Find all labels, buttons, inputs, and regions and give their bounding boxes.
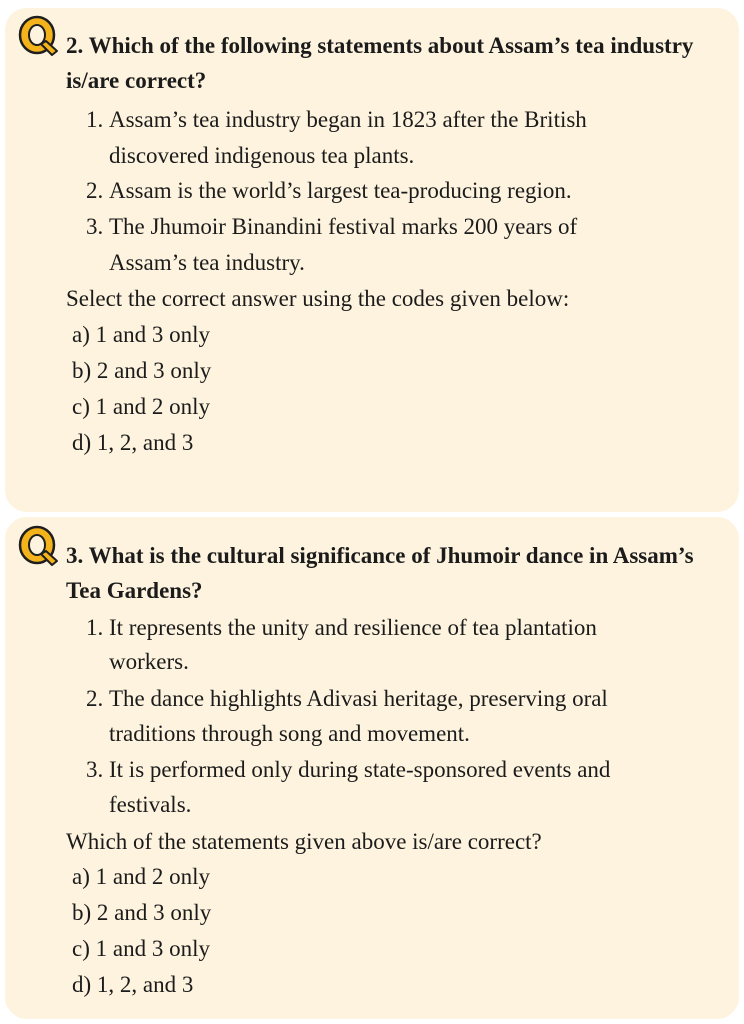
statement-text: Assam’s tea industry began in 1823 after the British — [109, 107, 587, 132]
answer-option-b[interactable]: b) 2 and 3 only — [72, 900, 212, 925]
statement-text: Assam is the world’s largest tea-producing region. — [109, 178, 572, 203]
statement-text: Assam’s tea industry. — [109, 250, 305, 275]
statement-text: festivals. — [109, 792, 192, 817]
answer-option-c[interactable]: c) 1 and 2 only — [72, 394, 210, 419]
answer-option-b[interactable]: b) 2 and 3 only — [72, 358, 212, 383]
answer-prompt: Select the correct answer using the codes given below: — [66, 286, 570, 311]
answer-option-d[interactable]: d) 1, 2, and 3 — [72, 430, 194, 455]
statement-text: It is performed only during state-sponsored events and — [109, 757, 611, 782]
question-badge-letter: Q — [36, 550, 38, 551]
question-title: 2. Which of the following statements about Assam’s tea industry is/are correct? — [66, 33, 694, 93]
statement-text: It represents the unity and resilience of tea plantation — [109, 615, 597, 640]
statement-number: 3. — [86, 214, 104, 239]
answer-prompt: Which of the statements given above is/are correct? — [66, 829, 542, 854]
statement-text: workers. — [109, 649, 189, 674]
statement-text: discovered indigenous tea plants. — [109, 143, 415, 168]
question-card-2 — [5, 8, 739, 512]
answer-option-c[interactable]: c) 1 and 3 only — [72, 936, 210, 961]
statement-text: The dance highlights Adivasi heritage, preserving oral — [109, 686, 608, 711]
statement-number: 2. — [86, 178, 104, 203]
statement-text: traditions through song and movement. — [109, 721, 470, 746]
answer-option-a[interactable]: a) 1 and 2 only — [72, 864, 210, 889]
statement-number: 1. — [86, 107, 104, 132]
question-badge-icon — [16, 523, 62, 569]
statement-number: 2. — [86, 686, 104, 711]
statement-text: The Jhumoir Binandini festival marks 200 years of — [109, 214, 578, 239]
statement-number: 3. — [86, 757, 104, 782]
answer-option-a[interactable]: a) 1 and 3 only — [72, 322, 210, 347]
question-badge-letter: Q — [36, 40, 38, 41]
statement-number: 1. — [86, 615, 104, 640]
question-title: 3. What is the cultural significance of Jhumoir dance in Assam’s Tea Gardens? — [66, 543, 694, 603]
question-card-3 — [5, 517, 739, 1019]
answer-option-d[interactable]: d) 1, 2, and 3 — [72, 972, 194, 997]
question-badge-icon — [16, 13, 62, 59]
